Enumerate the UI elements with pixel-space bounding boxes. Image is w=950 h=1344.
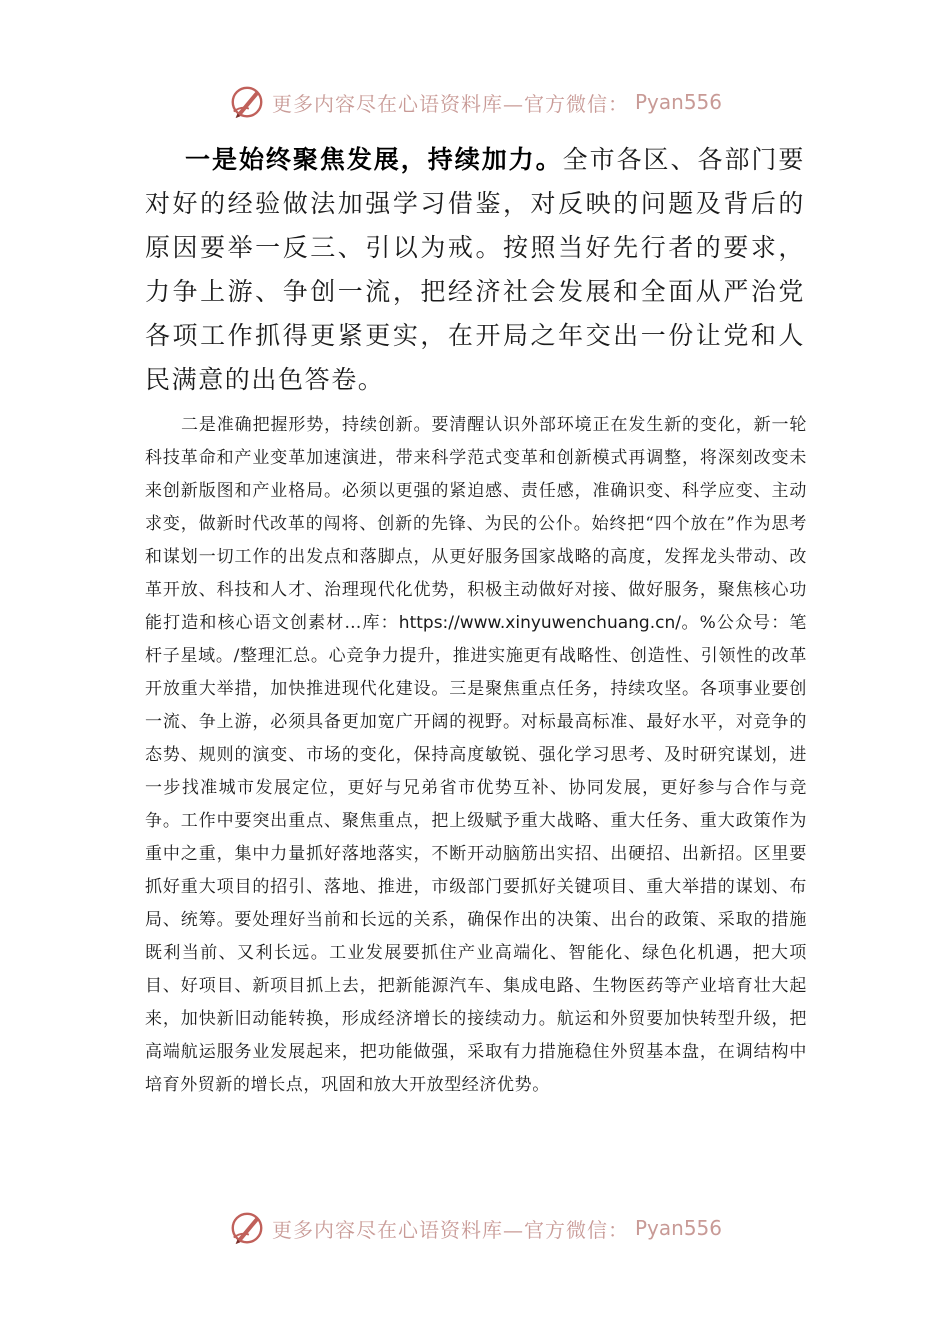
lead-paragraph (145, 138, 805, 402)
header-wechat-id: Pyan556 (634, 90, 722, 114)
pen-logo-icon (228, 1209, 266, 1247)
pen-logo-icon (228, 83, 266, 121)
body-paragraph (145, 409, 807, 1102)
body-text-part1: 二是准确把握形势，持续创新。要清醒认识外部环境正在发生新的变化，新一轮科技革命和产业变革加速演进，带来科学范式变革和创新模式再调整，将深刻改变未来创新版图和产业格局。必须以更强的紧迫感、责任感，准确识变、科学应变、主动求变，做新时代改革的闯将、创新的先锋、为民的公仆。始终把“四个放在”作为思考和谋划一切工作的出发点和落脚点，从更好服务国家战略的高度，发挥龙头带动、改革开放、科技和人才、治理现代化优势，积极主动做好对接、做好服务，聚焦核心功能打造和核心语文创素材…库： (145, 415, 807, 633)
brand-banner (228, 1209, 722, 1247)
brand-banner (228, 83, 722, 121)
footer-wechat-id: Pyan556 (634, 1216, 722, 1240)
page-footer-watermark (0, 1206, 950, 1250)
header-slogan: 更多内容尽在心语资料库—官方微信： (271, 91, 629, 116)
footer-slogan: 更多内容尽在心语资料库—官方微信： (271, 1217, 629, 1242)
lead-heading: 一是始终聚焦发展，持续加力。 (185, 145, 563, 174)
lead-text: 全市各区、各部门要对好的经验做法加强学习借鉴，对反映的问题及背后的原因要举一反三、引以为戒。按照当好先行者的要求，力争上游、争创一流，把经济社会发展和全面从严治党各项工作抓得更紧更实，在开局之年交出一份让党和人民满意的出色答卷。 (145, 145, 806, 394)
body-url: https://www.xinyuwenchuang.cn/ (398, 613, 681, 633)
page-header-watermark (0, 80, 950, 124)
body-text-part2: 。%公众号：笔杆子星域。/整理汇总。心竞争力提升，推进实施更有战略性、创造性、引领性的改革开放重大举措，加快推进现代化建设。三是聚焦重点任务，持续攻坚。各项事业要创一流、争上游，必须具备更加宽广开阔的视野。对标最高标准、最好水平，对竞争的态势、规则的演变、市场的变化，保持高度敏锐、强化学习思考、及时研究谋划，进一步找准城市发展定位，更好与兄弟省市优势互补、协同发展，更好参与合作与竞争。工作中要突出重点、聚焦重点，把上级赋予重大战略、重大任务、重大政策作为重中之重，集中力量抓好落地落实，不断开动脑筋出实招、出硬招、出新招。区里要抓好重大项目的招引、落地、推进，市级部门要抓好关键项目、重大举措的谋划、布局、统筹。要处理好当前和长远的关系，确保作出的决策、出台的政策、采取的措施既利当前、又利长远。工业发展要抓住产业高端化、智能化、绿色化机遇，把大项目、好项目、新项目抓上去，把新能源汽车、集成电路、生物医药等产业培育壮大起来，加快新旧动能转换，形成经济增长的接续动力。航运和外贸要加快转型升级，把高端航运服务业发展起来，把功能做强，采取有力措施稳住外贸基本盘，在调结构中培育外贸新的增长点，巩固和放大开放型经济优势。 (145, 613, 807, 1095)
